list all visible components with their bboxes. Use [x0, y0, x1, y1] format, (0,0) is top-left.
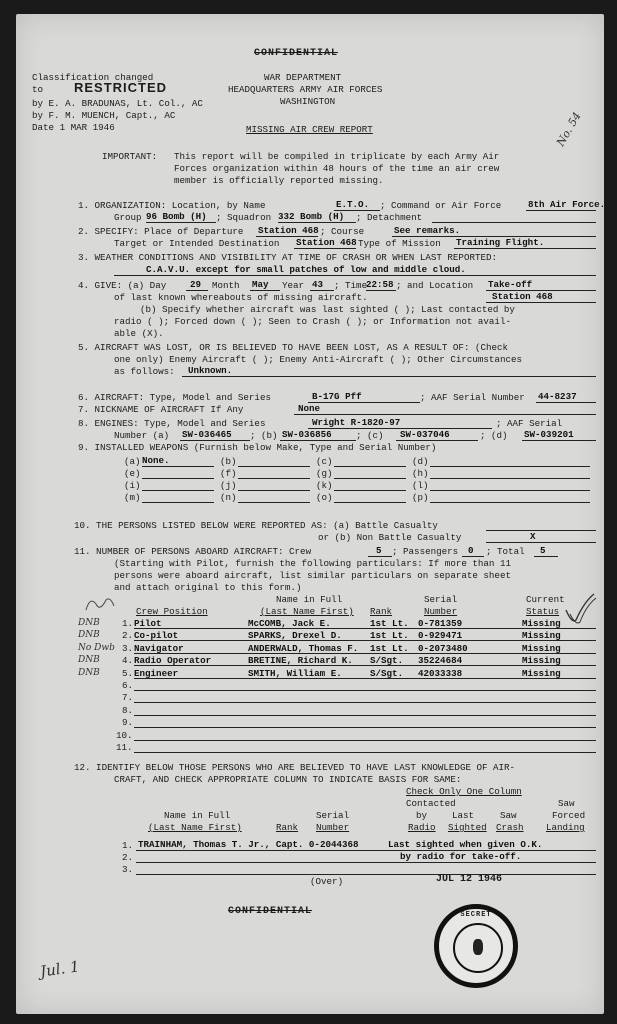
item-4-location-1: Take-off — [488, 279, 533, 290]
weapon-slot-line — [238, 478, 310, 479]
important-line-2: Forces organization within 48 hours of the time an air crew — [174, 163, 500, 174]
crew-serial: 35224684 — [418, 655, 463, 667]
handwritten-scribble-icon — [80, 594, 120, 616]
weapon-slot-line — [334, 490, 406, 491]
crew-note: DNB — [78, 618, 100, 628]
classification-changed: Classification changed — [32, 72, 154, 83]
item-11-line-4: and attach original to this form.) — [114, 582, 302, 593]
weapon-slot-line — [334, 502, 406, 503]
item-11-passengers: 0 — [468, 545, 474, 556]
weapon-slot-line — [142, 502, 214, 503]
weapon-slot-line — [430, 466, 590, 467]
crew-header-serial-2: Number — [424, 606, 458, 617]
crew-empty-row-number: 7. — [122, 692, 134, 704]
crew-rank: 1st Lt. — [370, 630, 409, 642]
crew-rank: S/Sgt. — [370, 667, 404, 679]
s12-header-serial-1: Serial — [316, 810, 350, 821]
important-line-3: member is officially reported missing. — [174, 175, 384, 186]
item-1-group: 96 Bomb (H) — [146, 211, 207, 222]
confidential-bottom: CONFIDENTIAL — [228, 906, 313, 917]
crew-position: Radio Operator — [134, 655, 212, 667]
changed-by-1: by E. A. BRADUNAS, Lt. Col., AC — [32, 98, 203, 109]
weapon-slot-label: (l) — [412, 480, 429, 491]
crew-status: Missing — [522, 618, 561, 629]
weapon-slot-label: (g) — [316, 468, 333, 479]
crew-rank: 1st Lt. — [370, 642, 409, 654]
weapon-slot-label: (n) — [220, 492, 237, 503]
crew-header-name-1: Name in Full — [276, 594, 343, 605]
s12-header-rank: Rank — [276, 822, 299, 833]
crew-position: Co-pilot — [134, 630, 179, 642]
weapon-slot-label: (j) — [220, 480, 237, 491]
important-label: IMPORTANT: — [102, 151, 158, 162]
crew-number: 1. — [122, 618, 134, 629]
weapon-slot-line — [334, 478, 406, 479]
weapon-slot-line — [142, 490, 214, 491]
item-4-time-label: ; Time — [334, 280, 368, 291]
section-12-line-1: 12. IDENTIFY BELOW THOSE PERSONS WHO ARE BELIEVED TO HAVE LAST KNOWLEDGE OF AIR- — [74, 762, 516, 773]
item-4-location-label: ; and Location — [396, 280, 474, 291]
weapon-slot-line — [430, 502, 590, 503]
report-page — [16, 14, 604, 1014]
crew-status: Missing — [522, 667, 561, 679]
crew-serial: 0-929471 — [418, 630, 463, 642]
item-11-line-3: persons were aboard aircraft, list similar particulars on separate sheet — [114, 570, 511, 581]
crew-header-serial-1: Serial — [424, 594, 458, 605]
seal-stamp — [434, 904, 518, 988]
crew-note: DNB — [78, 655, 100, 666]
item-2-label: 2. SPECIFY: Place of Departure — [78, 226, 244, 237]
item-4-year: 43 — [312, 279, 324, 290]
weapon-slot-line — [430, 490, 590, 491]
item-6-label: 6. AIRCRAFT: Type, Model and Series — [78, 392, 271, 403]
item-1-location: E.T.O. — [336, 199, 370, 210]
crew-serial: 0-781359 — [418, 618, 463, 629]
s12-header-saw-2: Crash — [496, 822, 524, 833]
weapon-slot-label: (k) — [316, 480, 333, 491]
weapon-slot-line — [334, 466, 406, 467]
section-12-line-2: CRAFT, AND CHECK APPROPRIATE COLUMN TO INDICATE BASIS FOR SAME: — [114, 774, 462, 785]
crew-empty-row-number: 9. — [122, 717, 134, 729]
item-4-b-line-1: (b) Specify whether aircraft was last sighted ( ); Last contacted by — [140, 304, 515, 315]
item-8-c-label: ; (c) — [356, 430, 384, 441]
weapon-slot-line — [430, 478, 590, 479]
item-1-squadron: 332 Bomb (H) — [278, 211, 345, 222]
crew-status: Missing — [522, 655, 561, 667]
crew-rank: S/Sgt. — [370, 655, 404, 667]
report-title: MISSING AIR CREW REPORT — [246, 124, 373, 135]
item-1-group-label: Group — [114, 212, 142, 223]
item-4-day: 29 — [190, 279, 202, 290]
crew-name: SMITH, William E. — [248, 667, 342, 679]
item-4-b-line-2: radio ( ); Forced down ( ); Seen to Crash ( ); or Information not avail- — [114, 316, 511, 327]
s12-row-2-num: 2. — [122, 852, 134, 863]
section-12-check-only: Check Only One Column — [406, 786, 522, 797]
item-8-engine-d: SW-039201 — [524, 429, 574, 440]
s12-header-forced-1: Saw — [558, 798, 575, 809]
crew-header-rank: Rank — [370, 606, 393, 617]
crew-number: 5. — [122, 667, 134, 679]
item-8-number-label: Number (a) — [114, 430, 170, 441]
item-1-detachment-label: ; Detachment — [356, 212, 423, 223]
s12-header-last-1: Last — [452, 810, 475, 821]
item-4-year-label: Year — [282, 280, 305, 291]
s12-header-serial-2: Number — [316, 822, 350, 833]
item-8-engine-b: SW-036856 — [282, 429, 332, 440]
weapon-slot-line — [238, 466, 310, 467]
crew-number: 4. — [122, 655, 134, 667]
item-4-time: 22:58 — [366, 279, 394, 290]
handwritten-note: Jul. 1 — [38, 957, 81, 981]
changed-date: Date 1 MAR 1946 — [32, 122, 115, 133]
to-label: to — [32, 84, 44, 95]
item-7-nickname: None — [298, 403, 321, 414]
item-2-target-label: Target or Intended Destination — [114, 238, 280, 249]
restricted-stamp: RESTRICTED — [74, 80, 168, 95]
received-date-stamp: JUL 12 1946 — [436, 874, 503, 885]
crew-header-name-2: (Last Name First) — [260, 606, 354, 617]
weapon-slot-label: (f) — [220, 468, 237, 479]
confidential-top: CONFIDENTIAL — [254, 48, 339, 59]
crew-name: ANDERWALD, Thomas F. — [248, 642, 359, 654]
weapon-slot-line — [238, 490, 310, 491]
crew-name: BRETINE, Richard K. — [248, 655, 353, 667]
weapon-slot-line — [142, 478, 214, 479]
item-2-mission-label: Type of Mission — [358, 238, 441, 249]
item-11-total-label: ; Total — [486, 546, 525, 557]
weapon-slot-label: (o) — [316, 492, 333, 503]
crew-serial: 42033338 — [418, 667, 463, 679]
dept-line-1: WAR DEPARTMENT — [264, 72, 342, 83]
crew-status: Missing — [522, 630, 561, 642]
item-8-engine-type: Wright R-1820-97 — [312, 417, 401, 428]
crew-position: Engineer — [134, 667, 179, 679]
item-2-mission: Training Flight. — [456, 237, 545, 248]
item-1-label: 1. ORGANIZATION: Location, by Name — [78, 200, 266, 211]
s12-row-1-num: 1. — [122, 840, 134, 851]
item-8-engine-a: SW-036465 — [182, 429, 232, 440]
crew-serial: 0-2073480 — [418, 642, 468, 654]
crew-header-position: Crew Position — [136, 606, 208, 617]
item-2-departure: Station 468 — [258, 225, 319, 236]
crew-name: SPARKS, Drexel D. — [248, 630, 342, 642]
item-1-command: 8th Air Force. — [528, 199, 606, 210]
item-6-serial: 44-8237 — [538, 391, 577, 402]
item-5-circumstances: Unknown. — [188, 365, 233, 376]
crew-position: Navigator — [134, 642, 184, 654]
crew-empty-row-number: 6. — [122, 680, 134, 691]
item-10-line-1: 10. THE PERSONS LISTED BELOW WERE REPORTED AS: (a) Battle Casualty — [74, 520, 438, 531]
dept-line-3: WASHINGTON — [280, 96, 336, 107]
weapon-slot-label: (e) — [124, 468, 141, 479]
item-4-b-line-3: able (X). — [114, 328, 164, 339]
crew-number: 3. — [122, 642, 134, 654]
s12-header-contacted-1: Contacted — [406, 798, 456, 809]
item-5-line-1: 5. AIRCRAFT WAS LOST, OR IS BELIEVED TO HAVE BEEN LOST, AS A RESULT OF: (Check — [78, 342, 509, 353]
crew-rank: 1st Lt. — [370, 618, 409, 629]
item-3-label: 3. WEATHER CONDITIONS AND VISIBILITY AT TIME OF CRASH OR WHEN LAST REPORTED: — [78, 252, 498, 263]
item-4-month: May — [252, 279, 269, 290]
item-11-total: 5 — [540, 545, 546, 556]
crew-position: Pilot — [134, 618, 162, 629]
crew-empty-row-number: 8. — [122, 704, 134, 716]
weapon-slot-label: (h) — [412, 468, 429, 479]
s12-header-saw-1: Saw — [500, 810, 517, 821]
crew-empty-row-number: 11. — [116, 742, 133, 753]
item-8-serial-label: ; AAF Serial — [496, 418, 563, 429]
item-4-whereabouts: of last known whereabouts of missing aircraft. — [114, 292, 368, 303]
s12-header-forced-3: Landing — [546, 822, 585, 833]
item-6-serial-label: ; AAF Serial Number — [420, 392, 525, 403]
s12-header-last-2: Sighted — [448, 822, 487, 833]
weapon-slot-label: (p) — [412, 492, 429, 503]
item-3-weather: C.A.V.U. except for small patches of low and middle cloud. — [146, 264, 466, 275]
changed-by-2: by F. M. MUENCH, Capt., AC — [32, 110, 176, 121]
crew-note: No Dwb — [78, 642, 115, 653]
weapon-slot-label: (m) — [124, 492, 141, 503]
item-8-label: 8. ENGINES: Type, Model and Series — [78, 418, 266, 429]
crew-header-status-2: Status — [526, 606, 560, 617]
weapon-slot-label: (i) — [124, 480, 141, 491]
item-11-label: 11. NUMBER OF PERSONS ABOARD AIRCRAFT: Crew — [74, 546, 312, 557]
crew-header-status-1: Current — [526, 594, 565, 605]
s12-header-forced-2: Forced — [552, 810, 586, 821]
s12-header-name-2: (Last Name First) — [148, 822, 242, 833]
item-11-line-2: (Starting with Pilot, furnish the following particulars: If more than 11 — [114, 558, 511, 569]
crew-empty-row-number: 10. — [116, 729, 133, 741]
crew-note: DNB — [78, 630, 100, 641]
s12-row-1-note-1: Last sighted when given O.K. — [388, 839, 543, 850]
s12-row-3-num: 3. — [122, 864, 134, 875]
crew-name: McCOMB, Jack E. — [248, 618, 331, 629]
s12-header-name-1: Name in Full — [164, 810, 231, 821]
weapon-slot-label: (a) — [124, 456, 141, 467]
crew-note: DNB — [78, 667, 100, 678]
item-10-line-2: or (b) Non Battle Casualty — [318, 532, 462, 543]
over-label: (Over) — [310, 876, 344, 887]
item-1-command-label: ; Command or Air Force — [380, 200, 502, 211]
item-2-course-label: ; Course — [320, 226, 365, 237]
item-2-course: See remarks. — [394, 225, 461, 236]
weapons-none: None. — [142, 455, 170, 466]
item-10-non-battle-mark: X — [530, 531, 536, 542]
crew-status: Missing — [522, 642, 561, 654]
item-4-label: 4. GIVE: (a) Day — [78, 280, 167, 291]
item-2-target: Station 468 — [296, 237, 357, 248]
item-8-b-label: ; (b) — [250, 430, 278, 441]
s12-row-1-note-2: by radio for take-off. — [400, 851, 522, 862]
item-9-label: 9. INSTALLED WEAPONS (Furnish below Make, Type and Serial Number) — [78, 442, 437, 453]
s12-header-contacted-3: Radio — [408, 822, 436, 833]
weapon-slot-line — [142, 466, 214, 467]
weapon-slot-label: (d) — [412, 456, 429, 467]
item-7-label: 7. NICKNAME OF AIRCRAFT If Any — [78, 404, 244, 415]
item-6-type: B-17G Pff — [312, 391, 362, 402]
s12-row-1-name: TRAINHAM, Thomas T. Jr., Capt. 0-2044368 — [138, 839, 359, 850]
important-line-1: This report will be compiled in triplicate by each Army Air — [174, 151, 500, 162]
seal-inner-ring — [453, 923, 503, 973]
report-number: No. 54 — [554, 109, 584, 149]
crew-number: 2. — [122, 630, 134, 642]
item-5-line-3: as follows: — [114, 366, 175, 377]
s12-header-contacted-2: by — [416, 810, 428, 821]
seal-text: SECRET — [460, 911, 492, 919]
item-8-d-label: ; (d) — [480, 430, 508, 441]
item-11-crew: 5 — [376, 545, 382, 556]
item-8-engine-c: SW-037046 — [400, 429, 450, 440]
item-5-line-2: one only) Enemy Aircraft ( ); Enemy Anti-Aircraft ( ); Other Circumstances — [114, 354, 522, 365]
handwritten-check-icon — [562, 590, 598, 630]
item-11-passengers-label: ; Passengers — [392, 546, 459, 557]
item-4-month-label: Month — [212, 280, 240, 291]
weapon-slot-label: (c) — [316, 456, 333, 467]
weapon-slot-label: (b) — [220, 456, 237, 467]
dept-line-2: HEADQUARTERS ARMY AIR FORCES — [228, 84, 383, 95]
item-4-location-2: Station 468 — [492, 291, 553, 302]
item-1-squadron-label: ; Squadron — [216, 212, 272, 223]
weapon-slot-line — [238, 502, 310, 503]
